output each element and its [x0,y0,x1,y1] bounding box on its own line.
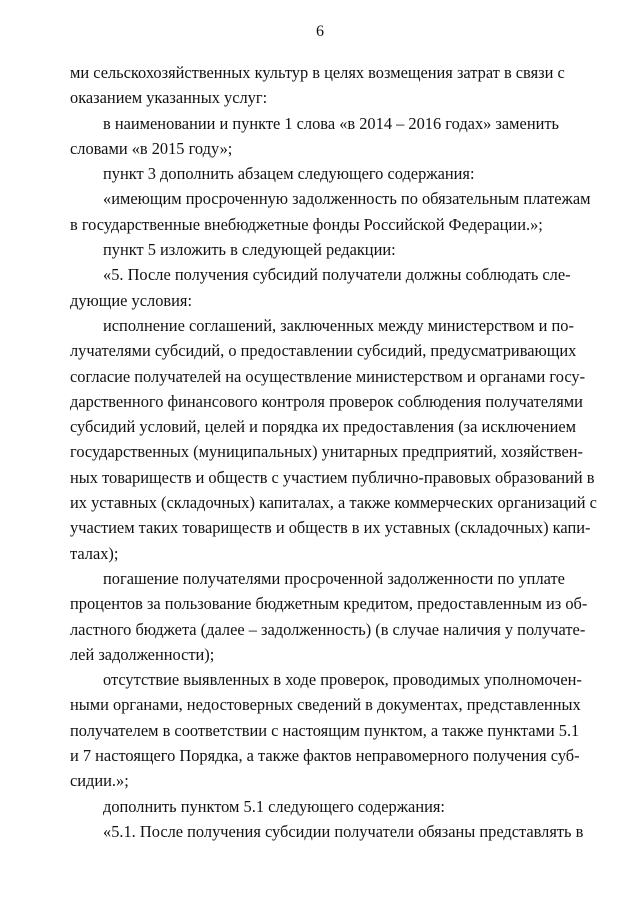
text-line: дарственного финансового контроля проверок соблюдения получателями [70,391,583,411]
paragraph-p7 [70,566,588,667]
text-line: «5. После получения субсидий получатели должны соблюдать сле- [103,265,571,285]
text-line: «5.1. После получения субсидии получатели обязаны представлять в [103,821,584,841]
paragraph-p1 [70,111,558,162]
paragraph-p6 [70,313,597,566]
text-line: оказанием указанных услуг: [70,88,268,108]
text-line: ластного бюджета (далее – задолженность) (в случае наличия у получате- [70,619,586,639]
text-line: отсутствие выявленных в ходе проверок, проводимых уполномочен- [103,670,582,690]
text-line: ными органами, недостоверных сведений в документах, представленных [70,695,581,715]
paragraph-p4 [70,237,558,262]
paragraph-p9 [70,794,558,819]
text-line: их уставных (складочных) капиталах, а также коммерческих организаций с [70,493,597,513]
text-line: словами «в 2015 году»; [70,138,233,158]
text-line: дующие условия: [70,290,192,310]
paragraph-p0 [70,60,565,111]
text-line: лучателями субсидий, о предоставлении субсидий, предусматривающих [70,341,577,361]
text-line: дополнить пунктом 5.1 следующего содержания: [103,796,445,816]
text-line: «имеющим просроченную задолженность по обязательным платежам [103,189,591,209]
text-line: согласие получателей на осуществление министерством и органами госу- [70,366,586,386]
text-line: талах); [70,543,119,563]
text-line: лей задолженности); [70,644,215,664]
paragraph-p2 [70,161,558,186]
text-line: и 7 настоящего Порядка, а также фактов неправомерного получения суб- [70,746,580,766]
text-line: ми сельскохозяйственных культур в целях возмещения затрат в связи с [70,63,565,82]
text-line: государственных (муниципальных) унитарных предприятий, хозяйствен- [70,442,583,462]
text-line: в наименовании и пункте 1 слова «в 2014 – 2016 годах» заменить [103,113,560,133]
text-line: участием таких товариществ и обществ в их уставных (складочных) капи- [70,518,591,538]
page-number: 6 [316,23,324,40]
text-line: погашение получателями просроченной задолженности по уплате [103,568,565,588]
text-line: в государственные внебюджетные фонды Российской Федерации.»; [70,214,543,234]
text-line: исполнение соглашений, заключенных между министерством и по- [103,315,574,335]
document-body [70,60,597,844]
text-line: пункт 3 дополнить абзацем следующего содержания: [103,164,475,184]
text-line: процентов за пользование бюджетным кредитом, предоставленным из об- [70,594,588,614]
text-line: сидии.»; [70,771,129,791]
paragraph-p3 [70,186,591,237]
paragraph-p8 [70,667,582,793]
text-line: пункт 5 изложить в следующей редакции: [103,240,396,260]
text-line: субсидий условий, целей и порядка их предоставления (за исключением [70,417,577,437]
paragraph-p10 [70,819,584,844]
text-line: ных товариществ и обществ с участием публично-правовых образований в [70,467,595,487]
text-line: получателем в соответствии с настоящим пунктом, а также пунктами 5.1 [70,720,580,740]
paragraph-p5 [70,262,571,313]
